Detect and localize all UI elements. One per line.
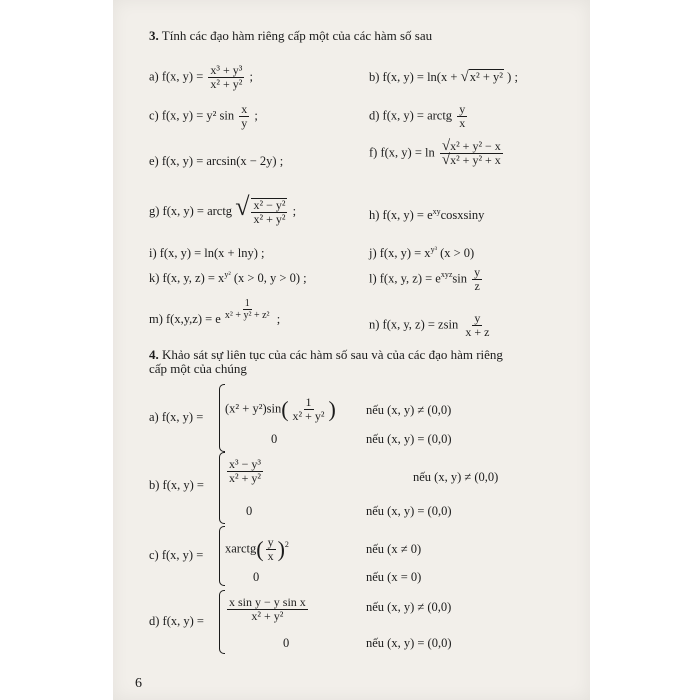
section-4-title-line1: Khảo sát sự liên tục của các hàm số sau và của các đạo hàm riêng: [162, 347, 503, 362]
exercise-4c-label: c) f(x, y) =: [149, 548, 204, 562]
exercise-4d-case1: [225, 596, 310, 623]
exercise-3m-exponent-fraction: [223, 298, 272, 321]
exercise-4a-zero: 0: [271, 432, 278, 446]
section-3-title: Tính các đạo hàm riêng cấp một của các hàm số sau: [161, 28, 433, 43]
exercise-4c-cond1: nếu (x ≠ 0): [366, 542, 422, 556]
exercise-3n: [369, 312, 493, 339]
exercise-4a-label: a) f(x, y) =: [149, 410, 204, 424]
exercise-3c-tail: ;: [254, 108, 258, 123]
exercise-4c-case1: [225, 536, 289, 563]
exercise-3m-tail: ;: [276, 312, 281, 326]
fraction-numerator: 1: [305, 395, 312, 409]
sqrt-icon: √: [460, 69, 469, 85]
fraction-denominator: x² + y²: [253, 212, 286, 226]
section-3-heading: [149, 29, 432, 43]
exercise-4a-cond2: nếu (x, y) = (0,0): [366, 432, 452, 446]
exercise-4c-zero: 0: [253, 570, 260, 584]
exercise-3i: i) f(x, y) = ln(x + lny) ;: [149, 246, 265, 260]
exercise-3d-fraction: [457, 103, 467, 130]
book-page: [113, 0, 590, 700]
fraction-numerator: y: [474, 265, 481, 279]
fraction-denominator: x: [267, 549, 274, 563]
exercise-3c-fraction: [239, 103, 249, 130]
section-4-title-line2: cấp một của chúng: [149, 361, 247, 376]
fraction-numerator: x: [241, 102, 248, 116]
fraction-denominator: x² + y²: [251, 609, 284, 623]
exercise-4d-label: d) f(x, y) =: [149, 614, 204, 628]
sqrt-icon: √: [441, 152, 451, 168]
exercise-3f-fraction: [440, 140, 503, 167]
numerator-text: x² + y² − x: [450, 139, 501, 153]
exercise-4a-case1: [225, 396, 336, 423]
exercise-3h-label: h) f(x, y) = e: [369, 208, 433, 222]
left-paren-icon: (: [281, 396, 289, 422]
exercise-3j: [369, 246, 474, 260]
exercise-3a: [149, 64, 253, 91]
fraction-numerator: y: [474, 311, 481, 325]
section-3-number: 3.: [149, 28, 159, 43]
exercise-3a-fraction: [208, 64, 244, 91]
exponent: y³: [430, 244, 437, 254]
exercise-4b-fraction: [227, 458, 263, 485]
exercise-4b-zero: 0: [246, 504, 253, 518]
exercise-3k: [149, 271, 307, 285]
exercise-4c-fraction: [266, 536, 276, 563]
fraction-denominator: x² + y²: [292, 409, 325, 423]
fraction-numerator: x sin y − y sin x: [229, 595, 306, 609]
exercise-3d: [369, 103, 469, 130]
fraction-numerator: 1: [244, 298, 250, 309]
exercise-3n-label: n) f(x, y, z) = zsin: [369, 317, 459, 332]
exercise-4b-case1: [225, 458, 265, 485]
exercise-3k-label: k) f(x, y, z) = x: [149, 271, 225, 285]
fraction-denominator: x² + y² + z²: [224, 310, 270, 321]
exercise-3c: [149, 103, 258, 130]
exercise-4b-cond1: nếu (x, y) ≠ (0,0): [413, 470, 499, 484]
exercise-3l: [369, 266, 484, 293]
exercise-3f: [369, 140, 505, 167]
exercise-4b-label: b) f(x, y) =: [149, 478, 204, 492]
exponent: 2: [284, 540, 289, 550]
fraction-denominator: x: [459, 116, 466, 130]
exercise-4a-fraction: [291, 396, 327, 423]
case-expression: (x² + y²)sin: [225, 401, 282, 416]
exercise-3h-tail: cosxsiny: [440, 208, 485, 222]
denominator-text: x² + y² + x: [450, 153, 501, 167]
exercise-4d-cond2: nếu (x, y) = (0,0): [366, 636, 452, 650]
fraction-denominator: x² + y²: [229, 471, 261, 485]
exercise-3d-label: d) f(x, y) = arctg: [369, 108, 453, 123]
exercise-3e: e) f(x, y) = arcsin(x − 2y) ;: [149, 154, 284, 168]
exercise-3a-label: a) f(x, y) =: [149, 69, 204, 84]
fraction-denominator: x + z: [465, 325, 490, 339]
sqrt-icon: √: [235, 191, 250, 221]
exercise-3l-label: l) f(x, y, z) = e: [369, 271, 441, 286]
exercise-3n-fraction: [463, 312, 491, 339]
exercise-4d-zero: 0: [283, 636, 290, 650]
exercise-3l-sin: sin: [452, 271, 467, 286]
exercise-3g-fraction: [251, 198, 287, 226]
fraction-denominator: x² + y²: [210, 77, 243, 91]
fraction-numerator: x³ + y³: [210, 63, 243, 77]
exercise-3m-label: m) f(x,y,z) = e: [149, 312, 221, 326]
exponent: xy: [432, 206, 441, 216]
exercise-3k-tail: (x > 0, y > 0) ;: [233, 271, 307, 285]
exercise-4c-cond2: nếu (x = 0): [366, 570, 422, 584]
exercise-3g-tail: ;: [292, 203, 297, 218]
exercise-3c-label: c) f(x, y) = y² sin: [149, 108, 235, 123]
exercise-4d-fraction: [227, 596, 308, 623]
exercise-4a-cond1: nếu (x, y) ≠ (0,0): [366, 403, 452, 417]
exercise-3m: [149, 298, 281, 335]
exercise-4b-cond2: nếu (x, y) = (0,0): [366, 504, 452, 518]
exercise-3h: [369, 208, 484, 222]
case-expression: xarctg: [225, 541, 257, 556]
page-number: 6: [135, 676, 142, 691]
exercise-3j-tail: (x > 0): [440, 246, 475, 260]
exercise-3j-label: j) f(x, y) = x: [369, 246, 431, 260]
section-4-number: 4.: [149, 347, 159, 362]
fraction-numerator: y: [267, 535, 274, 549]
fraction-numerator: y: [459, 102, 466, 116]
exercise-3b-label: b) f(x, y) = ln(x +: [369, 70, 461, 84]
exercise-4d-cond1: nếu (x, y) ≠ (0,0): [366, 600, 452, 614]
exercise-3a-tail: ;: [249, 69, 253, 84]
exercise-3g-label: g) f(x, y) = arctg: [149, 203, 233, 218]
exercise-3g: [149, 191, 297, 226]
fraction-numerator: x² − y²: [253, 198, 286, 212]
radicand: x² + y²: [469, 70, 504, 84]
sqrt-icon: √: [441, 138, 451, 154]
exercise-3b-tail: ) ;: [507, 70, 518, 84]
fraction-denominator: [440, 154, 503, 167]
fraction-denominator: z: [474, 279, 480, 293]
exponent: y²: [224, 269, 231, 279]
exercise-3l-fraction: [472, 266, 482, 293]
exercise-3b: [369, 70, 518, 84]
fraction-numerator: x³ − y³: [229, 457, 261, 471]
exponent: xyz: [440, 270, 453, 280]
right-paren-icon: ): [328, 396, 336, 422]
section-4-heading: [149, 348, 503, 362]
fraction-denominator: y: [241, 116, 248, 130]
left-paren-icon: (: [256, 536, 264, 562]
right-paren-icon: ): [277, 536, 285, 562]
exercise-3f-label: f) f(x, y) = ln: [369, 145, 435, 160]
